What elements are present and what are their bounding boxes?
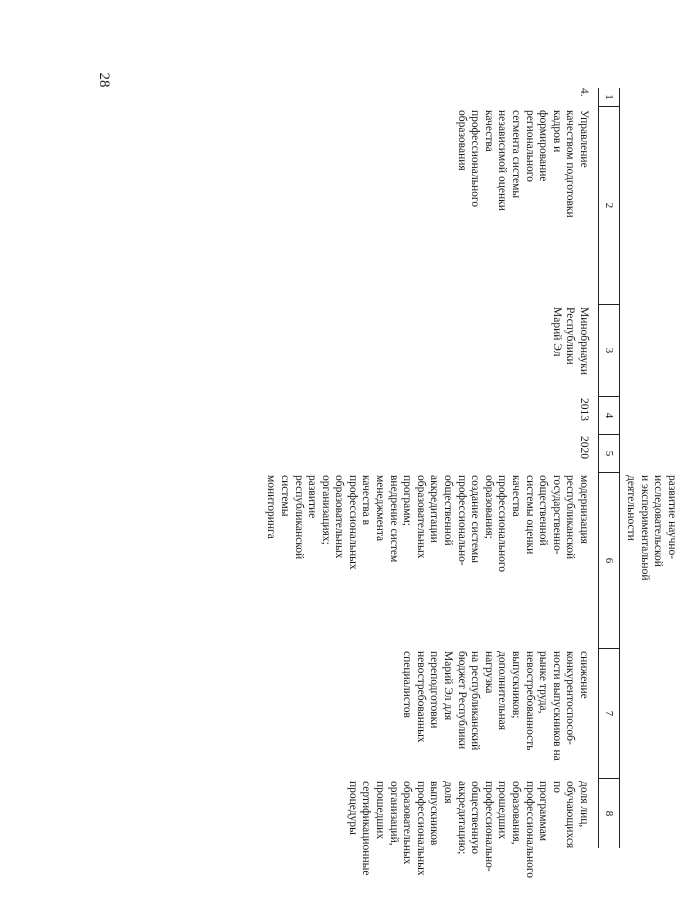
table-header-row [598, 88, 620, 848]
rotated-table [120, 88, 678, 879]
header-col-5: 5 [599, 434, 619, 472]
page-number: 28 [96, 72, 112, 88]
row-indicators: доля лиц, обучающихся по программам профессионального образования, прошедших профессионально- общественную аккредитацию; доля выпускников профессиональных образовательных организаций, прошедших сертификационные процедуры [346, 781, 590, 879]
header-col-7: 7 [599, 648, 619, 778]
header-col-3: 3 [599, 304, 619, 396]
header-col-2: 2 [599, 106, 619, 304]
row-name: Управление качеством подготовки кадров и формирование регионального сегмента системы независимой оценки качества профессионального образования [455, 110, 590, 218]
header-col-8: 8 [599, 778, 619, 848]
row-executor: Минобрнауки Республики Марий Эл [550, 307, 590, 376]
row-start-year: 2013 [578, 398, 590, 421]
header-col-4: 4 [599, 396, 619, 434]
row-number: 4. [578, 88, 590, 97]
row-measures: модернизация республиканской государственно- общественной системы оценки качества профессионального образования; создание системы профессионально- общественной аккредитации образовательных программ; внедрение систем менеджмента качества в профессиональных образовательных организациях; развитие республиканской системы мониторинга [265, 475, 590, 573]
header-col-1: 1 [603, 94, 615, 100]
carryover-measures: развитие научно- исследовательской и экспериментальной деятельности [625, 475, 678, 581]
header-col-6: 6 [599, 472, 619, 648]
row-end-year: 2020 [578, 436, 590, 459]
row-consequences: снижение конкурентоспособ- ности выпускников на рынке труда, невостребованность выпускников; дополнительная нагрузка на республиканский бюджет Республики Марий Эл для переподготовки невостребованных специалистов [401, 651, 590, 761]
